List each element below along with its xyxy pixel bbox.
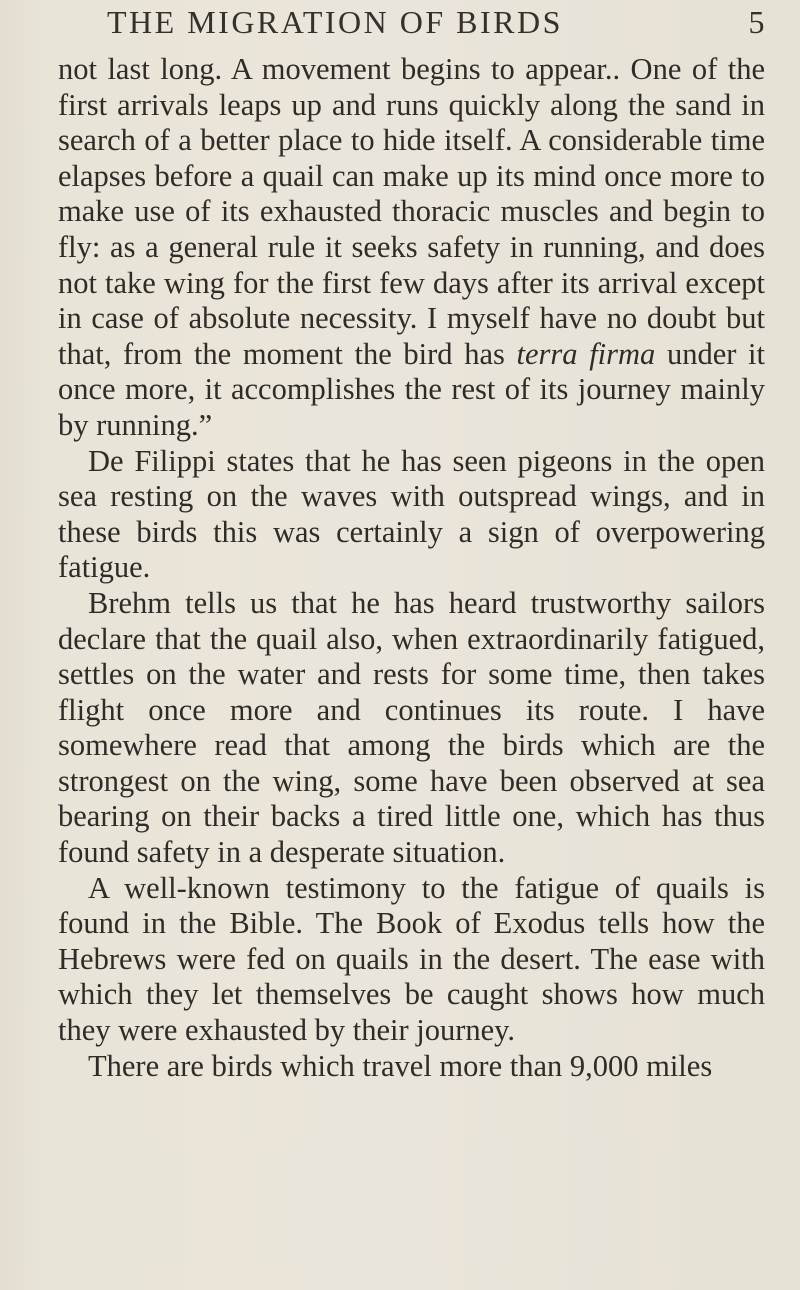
paragraph-3: Brehm tells us that he has heard trustworthy sailors declare that the quail also, when extraordinarily fatigued, settles on the water and rests for some time, then takes flight once more and continues its route. I have somewhere read that among the birds which are the strongest on the wing, some have been observed at sea bearing on their backs a tired little one, which has thus found safety in a desperate situation. [58, 585, 765, 870]
paragraph-1-italic-phrase: terra firma [516, 336, 656, 371]
paragraph-1-text-after: under it once more, it accomplishes the rest of its journey mainly by running.” [58, 336, 766, 442]
paragraph-2: De Filippi states that he has seen pigeons in the open sea resting on the waves with outspread wings, and in these birds this was certainly a sign of overpowering fatigue. [58, 443, 765, 585]
running-head-title: THE MIGRATION OF BIRDS [107, 4, 563, 40]
page-number: 5 [748, 4, 767, 40]
body-text [58, 52, 765, 1084]
paragraph-1-text-before: not last long. A movement begins to appear.. One of the first arrivals leaps up and runs quickly along the sand in search of a better place to hide itself. A considerable time elapses before a quail can make up its mind once more to make use of its exhausted thoracic muscles and begin to fly: as a general rule it seeks safety in running, and does not take wing for the first few days after its arrival except in case of absolute necessity. I myself have no doubt but that, from the moment the bird has [58, 52, 765, 371]
running-head [107, 2, 767, 42]
paragraph-4: A well-known testimony to the fatigue of quails is found in the Bible. The Book of Exodus tells how the Hebrews were fed on quails in the desert. The ease with which they let themselves be caught shows how much they were exhausted by their journey. [58, 870, 765, 1048]
paragraph-1 [58, 52, 765, 444]
paragraph-5: There are birds which travel more than 9,000 miles [88, 1048, 713, 1083]
